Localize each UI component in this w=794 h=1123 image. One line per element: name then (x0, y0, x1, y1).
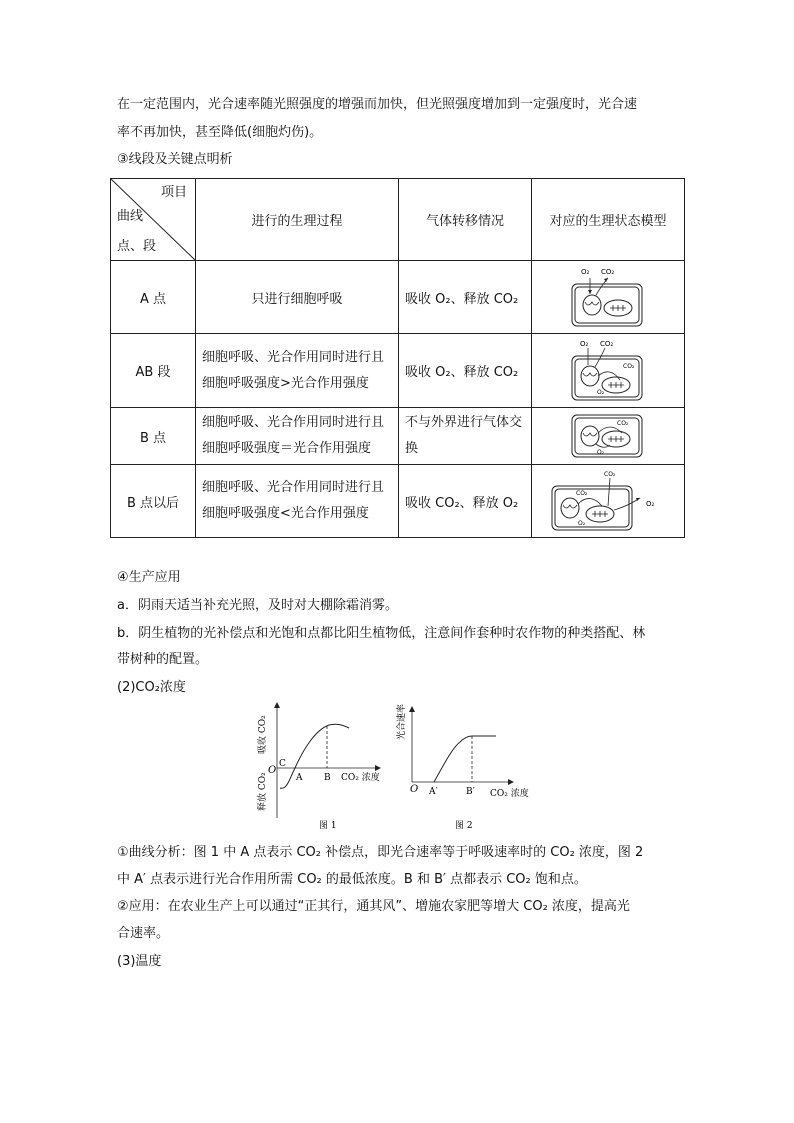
fig1-point-a: A (296, 773, 303, 783)
row-gas: 不与外界进行气体交换 (399, 408, 532, 465)
table-row (111, 465, 685, 538)
fig1-ylabel-bottom: 释放 CO₂ (258, 772, 268, 811)
row-process-line-2: 细胞呼吸强度＝光合作用强度 (202, 441, 372, 456)
application-a: a．阴雨天适当补充光照，及时对大棚除霜消雾。 (117, 598, 398, 613)
row-point: AB 段 (111, 334, 196, 408)
row-process-line-2: 细胞呼吸强度<光合作用强度 (202, 506, 369, 521)
row-point: B 点 (111, 408, 196, 465)
section-4-title: ④生产应用 (117, 570, 181, 585)
fig2-point-b: B′ (466, 787, 475, 797)
fig2-caption: 图 2 (455, 821, 473, 831)
co2-section-title: (2)CO₂浓度 (117, 680, 186, 695)
model-a-point-diagram (568, 264, 648, 330)
model-o2-inner-label: O₂ (597, 388, 605, 396)
model-b-point-diagram (568, 411, 648, 461)
table-row (111, 334, 685, 408)
model-co2-label: CO₂ (601, 268, 615, 276)
fig1-point-c: C (279, 759, 286, 769)
row-process-line-1: 细胞呼吸、光合作用同时进行且 (202, 480, 385, 495)
fig1-origin: O (268, 765, 277, 776)
section-3-title: ③线段及关键点明析 (117, 152, 233, 167)
figure-1-chart (257, 700, 407, 835)
intro-line-1: 在一定范围内，光合速率随光照强度的增强而加快，但光照强度增加到一定强度时，光合速 (117, 97, 638, 112)
temperature-title: (3)温度 (117, 954, 162, 969)
model-o2-label: O₂ (581, 268, 590, 276)
row-process-line-2: 细胞呼吸强度>光合作用强度 (202, 375, 369, 391)
corner-item-label: 项目 (160, 185, 187, 200)
fig2-ylabel: 光合速率 (397, 703, 407, 740)
row-model (532, 261, 685, 334)
application-line-1: ②应用：在农业生产上可以通过“正其行，通其风”、增施农家肥等增大 CO₂ 浓度，提高光 (117, 899, 630, 914)
figure-2 (397, 700, 550, 839)
fig1-xlabel: CO₂ 浓度 (341, 773, 380, 783)
fig1-ylabel-top: 吸收 CO₂ (258, 715, 268, 754)
header-gas: 气体转移情况 (399, 179, 532, 261)
model-co2-inner-label: CO₂ (617, 420, 629, 427)
figure-1 (257, 700, 407, 839)
model-o2-inner-label: O₂ (578, 520, 586, 527)
row-gas: 吸收 O₂、释放 CO₂ (399, 261, 532, 334)
row-process (196, 334, 399, 408)
row-gas: 吸收 CO₂、释放 O₂ (399, 465, 532, 538)
corner-point-label: 点、段 (117, 239, 157, 254)
model-o2-inner-label: O₂ (597, 449, 605, 456)
row-gas: 吸收 O₂、释放 CO₂ (399, 334, 532, 408)
header-model: 对应的生理状态模型 (532, 179, 685, 261)
model-ab-segment-diagram (568, 338, 648, 404)
header-process: 进行的生理过程 (196, 179, 399, 261)
analysis-line-1: ①曲线分析：图 1 中 A 点表示 CO₂ 补偿点，即光合速率等于呼吸速率时的 CO₂ 浓度，图 2 (117, 845, 644, 860)
fig2-xlabel: CO₂ 浓度 (490, 789, 529, 799)
row-model (532, 408, 685, 465)
table-row (111, 261, 685, 334)
row-process (196, 408, 399, 465)
application-b-line-1: b．阴生植物的光补偿点和光饱和点都比阳生植物低，注意间作套种时农作物的种类搭配、林 (117, 626, 646, 641)
table-row (111, 408, 685, 465)
model-co2-inner-label: CO₂ (576, 490, 588, 497)
model-co2-inner-label: CO₂ (623, 362, 635, 370)
row-point: B 点以后 (111, 465, 196, 538)
model-co2-top-label: CO₂ (604, 471, 616, 478)
row-point: A 点 (111, 261, 196, 334)
table-corner-cell (111, 179, 196, 261)
fig1-caption: 图 1 (319, 821, 337, 831)
table-header-row (111, 179, 685, 261)
key-points-table (110, 178, 685, 538)
row-model (532, 465, 685, 538)
figure-2-chart (397, 700, 550, 835)
model-co2-label: CO₂ (600, 339, 614, 348)
model-after-b-diagram (548, 468, 668, 534)
row-process-line-1: 细胞呼吸、光合作用同时进行且 (202, 415, 385, 430)
fig1-point-b: B (324, 773, 331, 783)
application-b-line-2: 带树种的配置。 (117, 652, 209, 667)
analysis-line-2: 中 A′ 点表示进行光合作用所需 CO₂ 的最低浓度。B 和 B′ 点都表示 CO₂ 饱和点。 (117, 872, 587, 887)
row-process: 只进行细胞呼吸 (196, 261, 399, 334)
fig2-origin: O (410, 784, 419, 795)
model-o2-out-label: O₂ (646, 500, 655, 508)
fig2-point-a: A′ (429, 787, 438, 797)
row-model (532, 334, 685, 408)
application-line-2: 合速率。 (117, 926, 170, 941)
row-process (196, 465, 399, 538)
row-process-line-1: 细胞呼吸、光合作用同时进行且 (202, 349, 385, 365)
intro-line-2: 率不再加快，甚至降低(细胞灼伤)。 (117, 125, 323, 140)
corner-curve-label: 曲线 (117, 209, 144, 224)
model-o2-label: O₂ (580, 339, 589, 348)
